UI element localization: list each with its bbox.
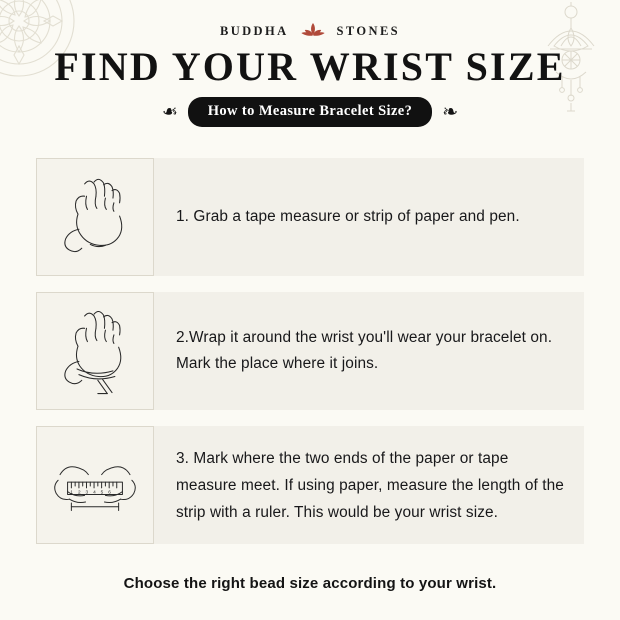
list-item [36,292,584,410]
brand-word-left: BUDDHA [219,23,289,38]
svg-text:5: 5 [100,490,104,496]
page-title: FIND YOUR WRIST SIZE [54,44,566,89]
flourish-left-icon: ❧ [161,101,178,123]
list-item [36,426,584,544]
step-text-container [154,158,584,276]
list-item [36,158,584,276]
hand-with-tape-measure-illustration [36,158,154,276]
step-text: 3. Mark where the two ends of the paper or tape measure meet. If using paper, measure the length of the strip with a ruler. This would be your wrist size. [176,449,564,521]
hands-measuring-strip-with-ruler-illustration [36,426,154,544]
subtitle-row [0,97,620,127]
steps-list [36,158,584,560]
step-text: 1. Grab a tape measure or strip of paper and pen. [176,208,520,225]
brand-word-right: STONES [336,23,401,38]
svg-text:4: 4 [93,490,96,496]
step-text-container [154,426,584,544]
svg-text:6: 6 [108,490,111,496]
svg-text:1: 1 [70,490,74,496]
step-text: 2.Wrap it around the wrist you'll wear your bracelet on. Mark the place where it joins. [176,329,553,372]
svg-text:3: 3 [85,490,89,496]
flourish-right-icon: ❧ [442,101,459,123]
hand-wrapping-tape-around-wrist-illustration [36,292,154,410]
status-badge: How to Measure Bracelet Size? [188,97,433,127]
brand-lockup [0,20,620,42]
lotus-icon [298,21,328,41]
footer-note: Choose the right bead size according to your wrist. [123,575,497,592]
svg-text:2: 2 [77,490,81,496]
step-text-container [154,292,584,410]
